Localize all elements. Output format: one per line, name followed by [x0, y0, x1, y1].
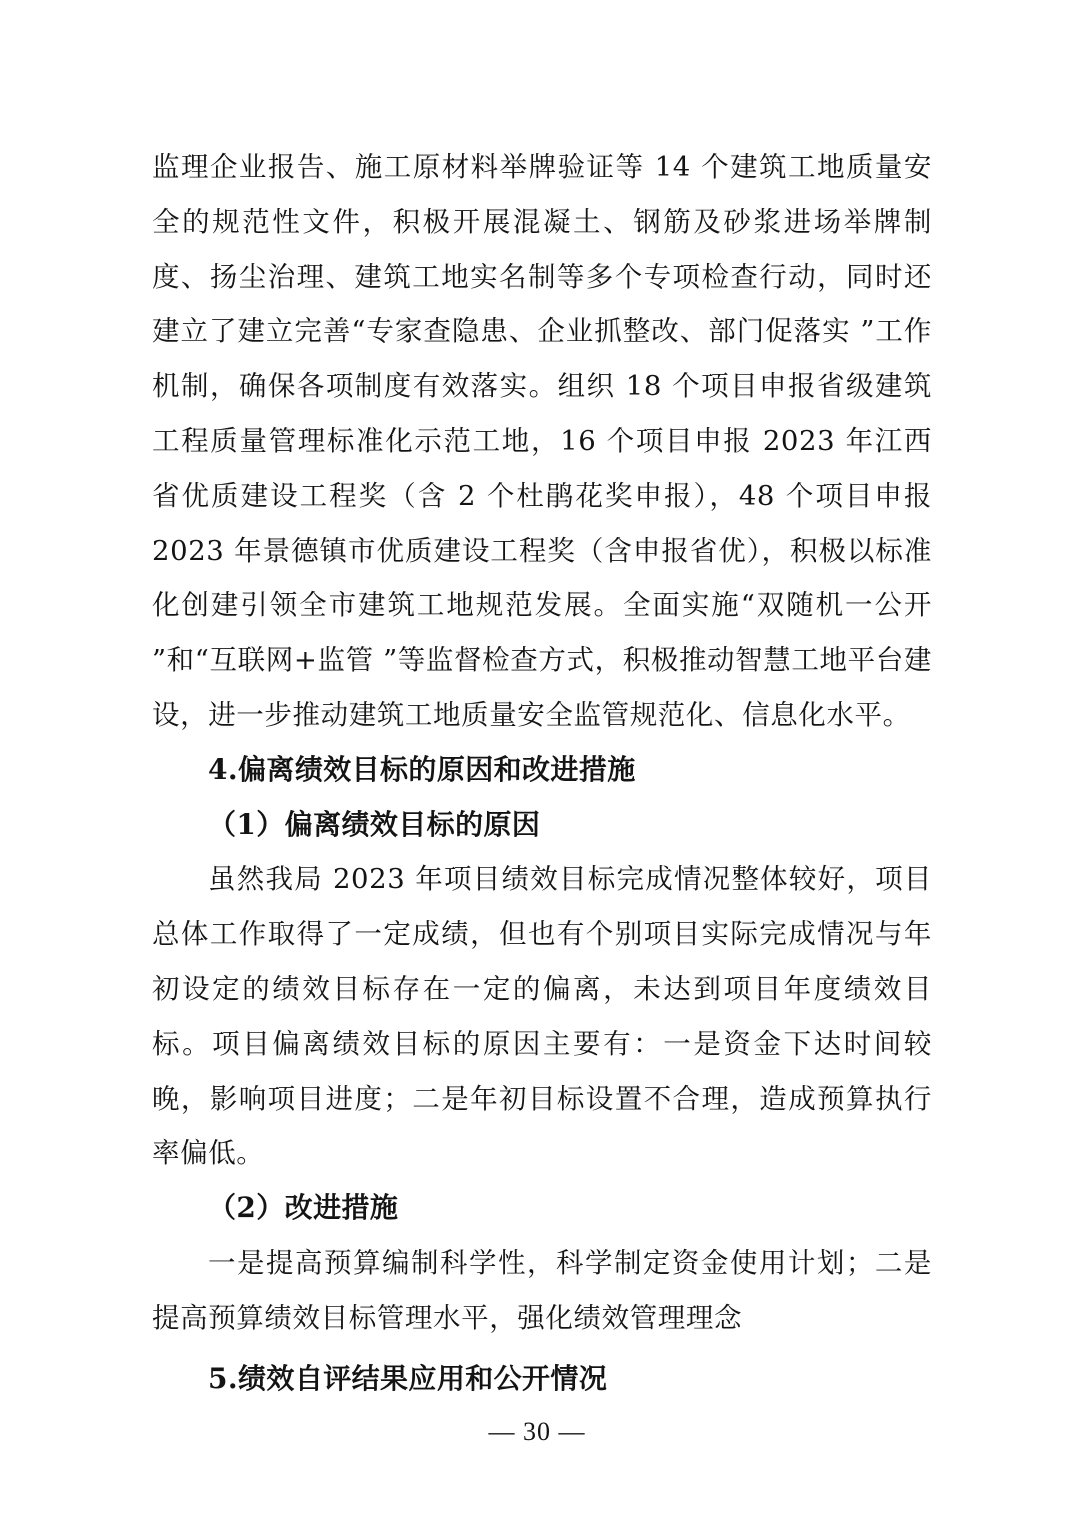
paragraph-continued: 监理企业报告、施工原材料举牌验证等 14 个建筑工地质量安全的规范性文件，积极开展混凝土、钢筋及砂浆进场举牌制度、扬尘治理、建筑工地实名制等多个专项检查行动，同时还建立了建立完善“专家查隐患、企业抓整改、部门促落实 ”工作机制，确保各项制度有效落实。组织 18 个项目申报省级建筑工程质量管理标准化示范工地，16 个项目申报 2023 年江西省优质建设工程奖（含 2 个杜鹃花奖申报），48 个项目申报 2023 年景德镇市优质建设工程奖（含申报省优），积极以标准化创建引领全市建筑工地规范发展。全面实施“双随机一公开 ”和“互联网+监管 ”等监督检查方式，积极推动智慧工地平台建设，进一步推动建筑工地质量安全监管规范化、信息化水平。: [152, 151, 932, 731]
paragraph-deviation-reasons: 虽然我局 2023 年项目绩效目标完成情况整体较好，项目总体工作取得了一定成绩，但也有个别项目实际完成情况与年初设定的绩效目标存在一定的偏离，未达到项目年度绩效目标。项目偏离绩效目标的原因主要有：一是资金下达时间较晚，影响项目进度；二是年初目标设置不合理，造成预算执行率偏低。: [152, 863, 932, 1170]
subheading-deviation-reasons: （1）偏离绩效目标的原因: [208, 807, 541, 841]
paragraph-improvement-measures: 一是提高预算编制科学性，科学制定资金使用计划；二是提高预算绩效目标管理水平，强化绩效管理理念: [152, 1246, 932, 1334]
section-heading-5: 5.绩效自评结果应用和公开情况: [208, 1361, 608, 1395]
body-text: [152, 140, 932, 1406]
subheading-improvement-measures: （2）改进措施: [208, 1191, 399, 1225]
section-heading-4: 4.偏离绩效目标的原因和改进措施: [208, 752, 636, 786]
page-number: — 30 —: [488, 1417, 586, 1446]
